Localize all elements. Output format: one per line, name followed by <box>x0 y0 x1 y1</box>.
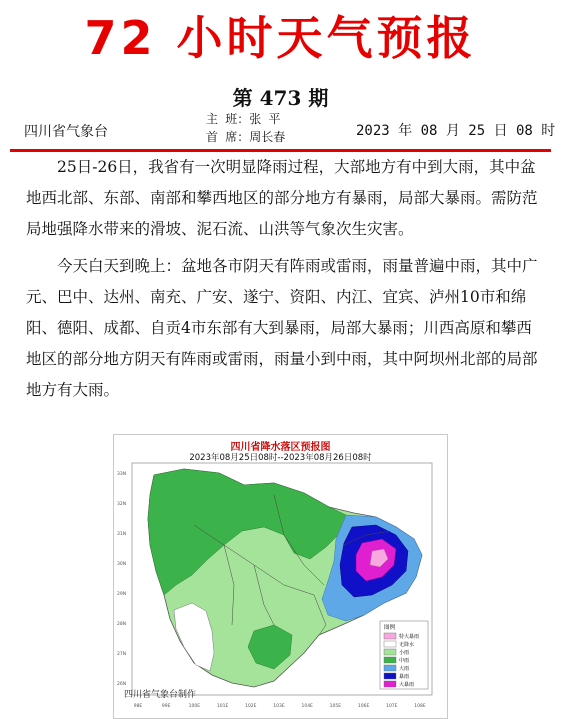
map-title: 四川省降水落区预报图 <box>230 442 331 453</box>
x-tick-label: 103E <box>273 704 285 709</box>
y-tick-label: 26N <box>117 682 127 687</box>
x-tick-label: 98E <box>133 704 143 709</box>
chief-name: 周长春 <box>249 130 286 144</box>
report-title: 72 小时天气预报 <box>84 11 477 65</box>
map-credit: 四川省气象台制作 <box>124 690 197 700</box>
legend-swatch <box>384 657 396 663</box>
x-tick-label: 100E <box>188 704 201 709</box>
y-tick-label: 31N <box>117 532 127 537</box>
legend-swatch <box>384 633 396 639</box>
legend-label: 中雨 <box>399 658 410 664</box>
duty-forecaster <box>206 110 285 128</box>
x-tick-label: 108E <box>414 704 426 709</box>
x-tick-label: 106E <box>357 704 370 709</box>
x-tick-label: 104E <box>301 704 313 709</box>
y-tick-label: 33N <box>117 472 127 477</box>
legend-label: 无降水 <box>399 642 415 648</box>
issue-number: 第 473 期 <box>232 86 329 110</box>
y-tick-label: 29N <box>117 592 127 597</box>
staff-block <box>206 110 285 146</box>
precipitation-map <box>113 434 448 719</box>
agency-name: 四川省气象台 <box>24 124 108 140</box>
x-tick-label: 107E <box>386 704 398 709</box>
issue-datetime: 2023 年 08 月 25 日 08 时 <box>356 123 556 139</box>
legend-label: 小雨 <box>399 650 410 656</box>
y-tick-label: 32N <box>117 502 127 507</box>
chief-label: 首 席： <box>206 130 250 144</box>
forecast-paragraph-2: 今天白天到晚上：盆地各市阴天有阵雨或雷雨，雨量普遍中雨，其中广元、巴中、达州、南充、广安、遂宁、资阳、内江、宜宾、泸州10市和绵阳、德阳、成都、自贡4市东部有大到暴雨，局部大暴雨；川西高原和攀西地区的部分地方阴天有阵雨或雷雨，雨量小到中雨，其中阿坝州北部的局部地方有大雨。 <box>26 257 538 399</box>
legend-label: 大暴雨 <box>399 682 415 688</box>
map-subtitle: 2023年08月25日08时--2023年08月26日08时 <box>189 453 372 463</box>
y-tick-label: 27N <box>117 652 127 657</box>
legend-swatch <box>384 649 396 655</box>
x-tick-label: 102E <box>245 704 257 709</box>
forecast-text <box>26 152 541 412</box>
forecast-paragraph-1: 25日-26日，我省有一次明显降雨过程，大部地方有中到大雨，其中盆地西北部、东部、南部和攀西地区的部分地方有暴雨，局部大暴雨。需防范局地强降水带来的滑坡、泥石流、山洪等气象次生灾害。 <box>26 158 538 238</box>
x-tick-label: 99E <box>161 704 171 709</box>
legend-swatch <box>384 641 396 647</box>
y-tick-label: 28N <box>117 622 127 627</box>
legend-swatch <box>384 681 396 687</box>
duty-name: 张 平 <box>249 112 281 126</box>
legend-label: 暴雨 <box>399 674 410 680</box>
x-tick-label: 101E <box>216 704 229 709</box>
x-tick-label: 105E <box>329 704 342 709</box>
chief-forecaster <box>206 128 285 146</box>
y-axis-ticks <box>117 471 126 687</box>
y-tick-label: 30N <box>117 562 127 567</box>
duty-label: 主 班： <box>206 112 250 126</box>
legend-title: 图例 <box>384 625 396 631</box>
legend-label: 特大暴雨 <box>399 634 420 640</box>
legend-swatch <box>384 673 396 679</box>
legend-label: 大雨 <box>399 666 410 672</box>
legend-swatch <box>384 665 396 671</box>
x-axis-ticks <box>134 703 426 709</box>
map-graphic <box>114 435 447 718</box>
